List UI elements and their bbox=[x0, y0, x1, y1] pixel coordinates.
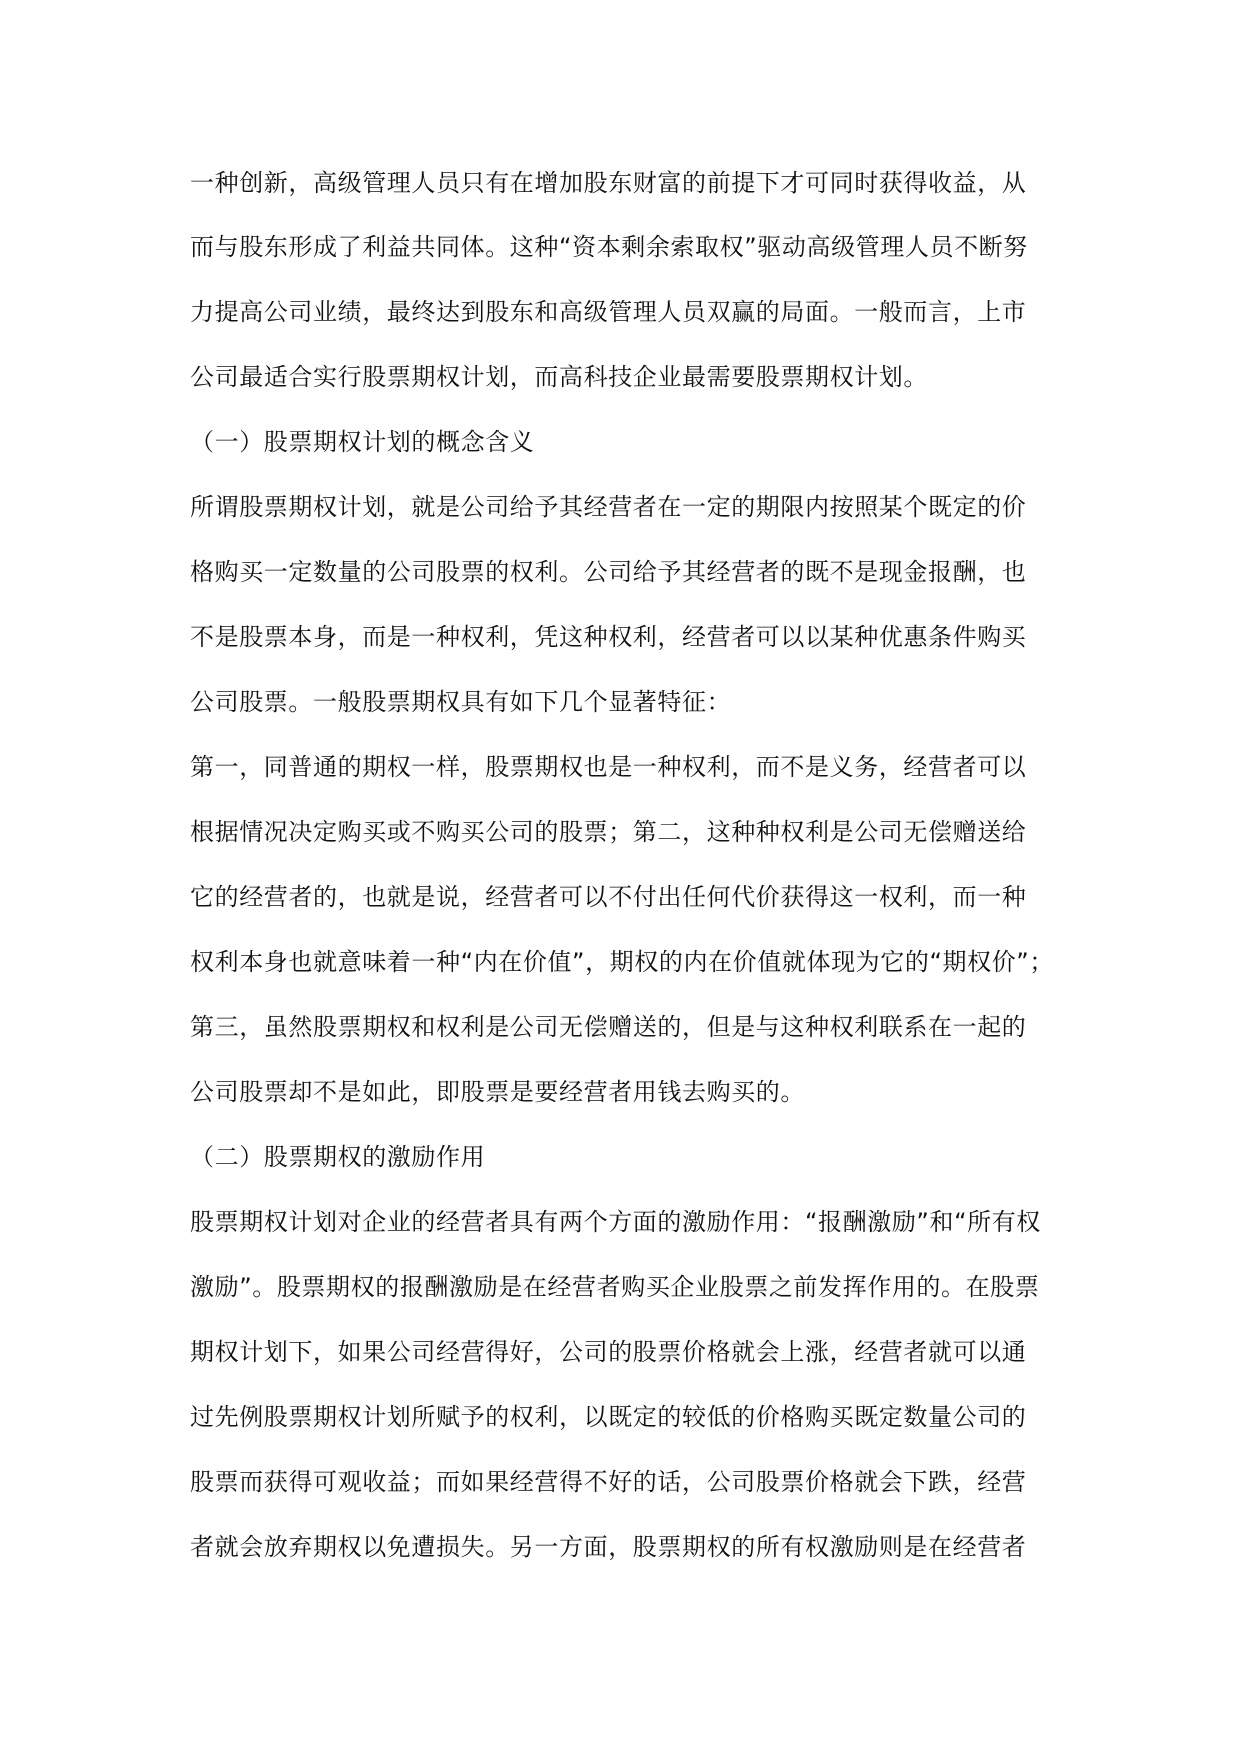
text-line: 不是股票本身，而是一种权利，凭这种权利，经营者可以以某种优惠条件购买 bbox=[190, 623, 1027, 651]
text-line: 激励”。股票期权的报酬激励是在经营者购买企业股票之前发挥作用的。在股票 bbox=[190, 1273, 1040, 1301]
text-line: 它的经营者的，也就是说，经营者可以不付出任何代价获得这一权利，而一种 bbox=[190, 883, 1027, 911]
text-line: 格购买一定数量的公司股票的权利。公司给予其经营者的既不是现金报酬，也 bbox=[190, 558, 1027, 586]
text-line: 力提高公司业绩，最终达到股东和高级管理人员双赢的局面。一般而言，上市 bbox=[190, 298, 1027, 326]
text-line: 股票期权计划对企业的经营者具有两个方面的激励作用：“报酬激励”和“所有权 bbox=[190, 1208, 1041, 1236]
section-heading: （一）股票期权计划的概念含义 bbox=[190, 428, 535, 456]
text-line: 所谓股票期权计划，就是公司给予其经营者在一定的期限内按照某个既定的价 bbox=[190, 493, 1027, 521]
text-line: 一种创新，高级管理人员只有在增加股东财富的前提下才可同时获得收益，从 bbox=[190, 169, 1027, 197]
text-line: 期权计划下，如果公司经营得好，公司的股票价格就会上涨，经营者就可以通 bbox=[190, 1338, 1027, 1366]
text-line: 第一，同普通的期权一样，股票期权也是一种权利，而不是义务，经营者可以 bbox=[190, 753, 1027, 781]
text-line: 者就会放弃期权以免遭损失。另一方面，股票期权的所有权激励则是在经营者 bbox=[190, 1533, 1027, 1561]
text-line: 根据情况决定购买或不购买公司的股票；第二，这种种权利是公司无偿赠送给 bbox=[190, 818, 1027, 846]
text-line: 第三，虽然股票期权和权利是公司无偿赠送的，但是与这种权利联系在一起的 bbox=[190, 1013, 1027, 1041]
text-line: 公司股票却不是如此，即股票是要经营者用钱去购买的。 bbox=[190, 1078, 805, 1106]
text-line: 权利本身也就意味着一种“内在价值”，期权的内在价值就体现为它的“期权价”； bbox=[190, 948, 1054, 976]
text-line: 公司股票。一般股票期权具有如下几个显著特征： bbox=[190, 688, 732, 716]
section-heading: （二）股票期权的激励作用 bbox=[190, 1143, 486, 1171]
text-line: 股票而获得可观收益；而如果经营得不好的话，公司股票价格就会下跌，经营 bbox=[190, 1468, 1027, 1496]
text-line: 而与股东形成了利益共同体。这种“资本剩余索取权”驱动高级管理人员不断努 bbox=[190, 233, 1028, 261]
text-line: 过先例股票期权计划所赋予的权利，以既定的较低的价格购买既定数量公司的 bbox=[190, 1403, 1027, 1431]
text-line: 公司最适合实行股票期权计划，而高科技企业最需要股票期权计划。 bbox=[190, 363, 928, 391]
